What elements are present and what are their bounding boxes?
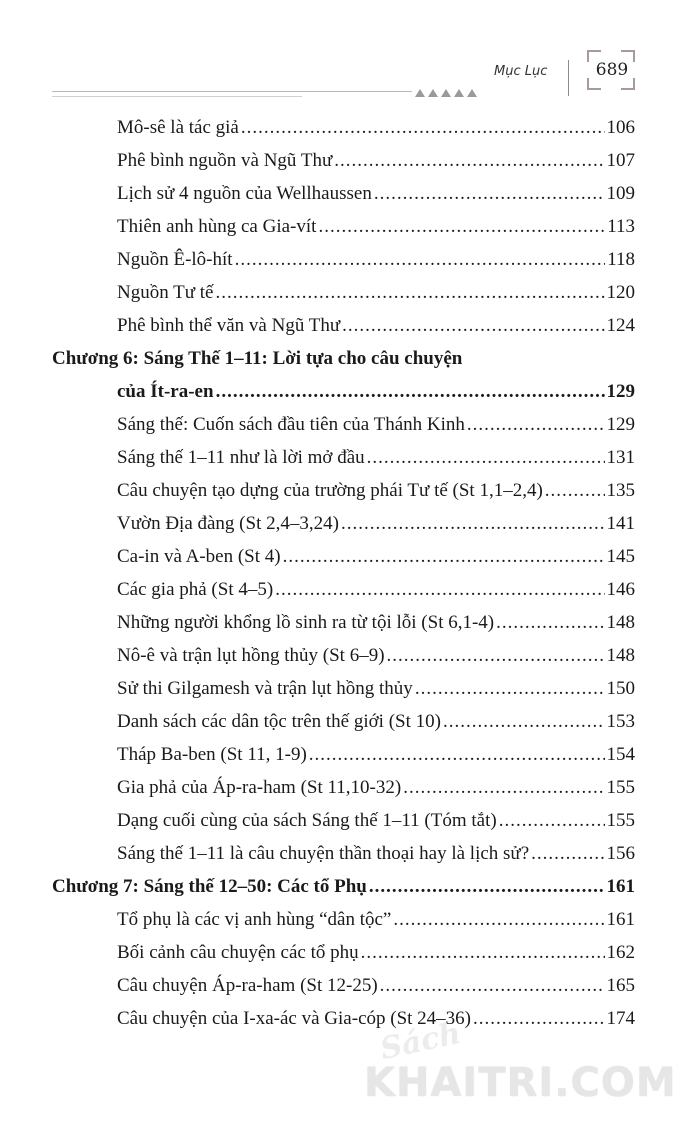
toc-chapter-entry[interactable] — [117, 380, 635, 404]
toc-entry-title: Nô-ê và trận lụt hồng thủy (St 6–9) — [117, 645, 385, 666]
toc-dot-leader — [369, 875, 605, 899]
toc-entry-title: Tổ phụ là các vị anh hùng “dân tộc” — [117, 909, 392, 930]
toc-dot-leader — [467, 413, 605, 437]
toc-entry-title: Ca-in và A-ben (St 4) — [117, 546, 281, 567]
header-rule — [52, 91, 412, 92]
toc-entry-title: Gia phả của Áp-ra-ham (St 11,10-32) — [117, 777, 402, 798]
toc-page-number: 156 — [606, 843, 635, 864]
toc-dot-leader — [216, 281, 605, 305]
toc-entry-title: Thiên anh hùng ca Gia-vít — [117, 216, 317, 237]
toc-dot-leader — [334, 149, 604, 173]
toc-dot-leader — [216, 380, 605, 404]
toc-page-number: 174 — [606, 1008, 635, 1029]
toc-entry[interactable] — [117, 512, 635, 536]
toc-entry-title: Phê bình thể văn và Ngũ Thư — [117, 315, 341, 336]
toc-page-number: 146 — [606, 579, 635, 600]
toc-entry-title: Câu chuyện Áp-ra-ham (St 12-25) — [117, 975, 378, 996]
toc-dot-leader — [496, 611, 604, 635]
toc-entry-title: Chương 7: Sáng thế 12–50: Các tổ Phụ — [52, 876, 367, 897]
toc-entry-title: của Ít-ra-en — [117, 381, 214, 402]
toc-entry-title: Sử thi Gilgamesh và trận lụt hồng thủy — [117, 678, 413, 699]
toc-entry-title: Vườn Địa đàng (St 2,4–3,24) — [117, 513, 339, 534]
toc-entry[interactable] — [117, 776, 635, 800]
toc-entry[interactable] — [117, 149, 635, 173]
watermark-script: Sách — [377, 1015, 464, 1068]
toc-entry[interactable] — [117, 611, 635, 635]
toc-page-number: 148 — [606, 645, 635, 666]
toc-page-number: 148 — [606, 612, 635, 633]
toc-entry[interactable] — [117, 842, 635, 866]
toc-dot-leader — [341, 512, 605, 536]
toc-entry-title: Lịch sử 4 nguồn của Wellhaussen — [117, 183, 372, 204]
toc-entry[interactable] — [117, 182, 635, 206]
toc-entry[interactable] — [117, 116, 635, 140]
toc-entry[interactable] — [117, 1007, 635, 1031]
toc-entry[interactable] — [117, 413, 635, 437]
toc-entry-title: Sáng thế 1–11 là câu chuyện thần thoại hay là lịch sử? — [117, 843, 530, 864]
toc-dot-leader — [387, 644, 605, 668]
toc-entry[interactable] — [117, 710, 635, 734]
toc-dot-leader — [473, 1007, 605, 1031]
toc-page-number: 109 — [606, 183, 635, 204]
toc-dot-leader — [443, 710, 605, 734]
toc-dot-leader — [367, 446, 605, 470]
toc-page-number: 161 — [606, 909, 635, 930]
toc-dot-leader — [235, 248, 606, 272]
toc-entry[interactable] — [117, 578, 635, 602]
toc-entry[interactable] — [117, 446, 635, 470]
toc-page-number: 113 — [607, 216, 635, 237]
toc-dot-leader — [283, 545, 605, 569]
toc-entry-title: Mô-sê là tác giả — [117, 117, 239, 138]
toc-page-number: 129 — [606, 381, 635, 402]
toc-entry[interactable] — [117, 248, 635, 272]
toc-entry[interactable] — [117, 644, 635, 668]
toc-dot-leader — [499, 809, 605, 833]
watermark-brand: KHAITRI.COM — [364, 1060, 677, 1106]
toc-entry-title: Câu chuyện của I-xa-ác và Gia-cóp (St 24–36) — [117, 1008, 471, 1029]
toc-entry-title: Những người khổng lồ sinh ra từ tội lỗi (St 6,1-4) — [117, 612, 495, 633]
toc-entry-title: Nguồn Ê-lô-hít — [117, 249, 233, 270]
toc-entry[interactable] — [117, 941, 635, 965]
toc-chapter-entry[interactable] — [52, 875, 635, 899]
toc-dot-leader — [342, 314, 604, 338]
header-rule-secondary — [52, 96, 302, 97]
toc-entry[interactable] — [117, 677, 635, 701]
running-header-title: Mục Lục — [494, 64, 548, 79]
toc-page-number: 141 — [606, 513, 635, 534]
toc-page-number: 120 — [606, 282, 635, 303]
toc-dot-leader — [403, 776, 604, 800]
toc-entry[interactable] — [117, 314, 635, 338]
toc-dot-leader — [241, 116, 605, 140]
toc-page-number: 106 — [606, 117, 635, 138]
toc-entry-title: Nguồn Tư tế — [117, 282, 214, 303]
toc-dot-leader — [275, 578, 604, 602]
toc-page-number: 155 — [606, 777, 635, 798]
toc-entry[interactable] — [117, 281, 635, 305]
toc-dot-leader — [380, 974, 605, 998]
toc-page-number: 131 — [606, 447, 635, 468]
toc-entry[interactable] — [117, 809, 635, 833]
toc-entry[interactable] — [117, 479, 635, 503]
toc-page-number: 124 — [606, 315, 635, 336]
toc-entry[interactable] — [117, 908, 635, 932]
toc-dot-leader — [318, 215, 605, 239]
toc-page-number: 154 — [606, 744, 635, 765]
toc-entry-title: Câu chuyện tạo dựng của trường phái Tư tế (St 1,1–2,4) — [117, 480, 543, 501]
toc-entry[interactable] — [117, 743, 635, 767]
toc-page-number: 165 — [606, 975, 635, 996]
toc-dot-leader — [415, 677, 605, 701]
toc-page-number: 150 — [606, 678, 635, 699]
toc-entry-title: Bối cảnh câu chuyện các tổ phụ — [117, 942, 359, 963]
toc-dot-leader — [361, 941, 605, 965]
page-number: 689 — [595, 60, 629, 80]
toc-entry[interactable] — [117, 974, 635, 998]
toc-entry-title: Sáng thế: Cuốn sách đầu tiên của Thánh Kinh — [117, 414, 465, 435]
toc-page-number: 107 — [606, 150, 635, 171]
toc-entry-title: Danh sách các dân tộc trên thế giới (St 10) — [117, 711, 441, 732]
toc-entry-title: Tháp Ba-ben (St 11, 1-9) — [117, 744, 307, 765]
header-triangle-ornament — [415, 89, 477, 97]
toc-entry[interactable] — [117, 545, 635, 569]
toc-page-number: 162 — [606, 942, 635, 963]
toc-page-number: 135 — [606, 480, 635, 501]
toc-page-number: 161 — [606, 876, 635, 897]
toc-entry-title: Sáng thế 1–11 như là lời mở đầu — [117, 447, 365, 468]
header-divider — [568, 60, 569, 96]
toc-page-number: 155 — [606, 810, 635, 831]
toc-dot-leader — [545, 479, 605, 503]
toc-page-number: 153 — [606, 711, 635, 732]
toc-entry-title: Dạng cuối cùng của sách Sáng thế 1–11 (Tóm tắt) — [117, 810, 497, 831]
toc-chapter-heading-line: Chương 6: Sáng Thế 1–11: Lời tựa cho câu chuyện — [52, 348, 463, 369]
toc-dot-leader — [374, 182, 605, 206]
toc-dot-leader — [393, 908, 604, 932]
toc-dot-leader — [309, 743, 605, 767]
toc-entry-title: Phê bình nguồn và Ngũ Thư — [117, 150, 333, 171]
toc-page-number: 118 — [607, 249, 635, 270]
toc-entry[interactable] — [117, 215, 635, 239]
toc-page-number: 145 — [606, 546, 635, 567]
toc-entry-title: Các gia phả (St 4–5) — [117, 579, 274, 600]
toc-dot-leader — [531, 842, 604, 866]
toc-page-number: 129 — [606, 414, 635, 435]
